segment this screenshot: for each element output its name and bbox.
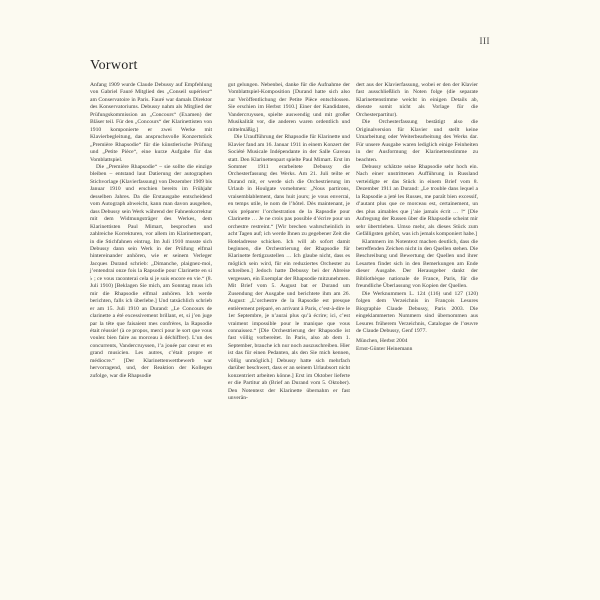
text-column-3 [356, 82, 478, 353]
text-column-2 [228, 82, 350, 402]
paragraph: Die „Première Rhapsodie“ – sie sollte die einzige bleiben – entstand laut Datierung der autographen Stichvorlage (Klavierfassung) von Dezember 1909 bis Januar 1910 und erschien bereits im Frühjahr desselben Jahres. Da die Erstausgabe entscheidend vom Autograph abweicht, kann man davon ausgehen, dass Debussy sein Werk während der Fahnenkorrektur mit dem Widmungsträger des Werkes, dem Klarinettisten Paul Mimart, besprochen und zahlreiche Korrekturen, vor allem im Klarinettenpart, in die Stichfahnen eintrug. Im Juli 1910 musste sich Debussy dann sein Werk in der Prüfung elfmal hintereinander anhören, wie er seinem Verleger Jacques Durand schrieb: „Dimanche, plaignez-moi, j’entendrai onze fois la Rapsodie pour Clarinette en si ♭ ; ce vous raconterai cela si je suis encore en vie.“ (8. Juli 1910) [Beklagen Sie mich, am Sonntag muss ich mir die Rhapsodie elfmal anhören. Ich werde berichten, falls ich überlebe.] Und tatsächlich schrieb er am 15. Juli 1910 an Durand: „Le Concours de clarinette a été excessivement brillant, et, si j’en juge par la tête que faisaient mes confrères, la Rapsodie était réussie! (à ce propos, merci pour le sort que vous voulez bien faire au morceau à déchiffrer). L’un des concurrents, Vandercruyssen, l’a jouée par cœur et en grand musicien. Les autres, c’était propre et médiocre.“ [Der Klarinettenwettbewerb war hervorragend, und, der Reaktion der Kollegen zufolge, war die Rhapsodie [90, 163, 212, 379]
paragraph: Klammern im Notentext machen deutlich, dass die betreffenden Zeichen nicht in den Quellen stehen. Die Beschreibung und Bewertung der Quellen und ihrer Lesarten findet sich in den Bemerkungen am Ende dieser Ausgabe. Der Herausgeber dankt der Bibliothèque nationale de France, Paris, für die freundliche Überlassung von Kopien der Quellen. [356, 238, 478, 290]
paragraph: Die Werknummern L. 124 (116) und 127 (120) folgen dem Verzeichnis in François Lesures Biographie Claude Debussy, Paris 2003. Die eingeklammerten Nummern sind übernommen aus Lesures früherem Verzeichnis, Catalogue de l’œuvre de Claude Debussy, Genf 1977. [356, 290, 478, 334]
paragraph: dert aus der Klavierfassung, wobei er den der Klavier fast ausschließlich in Noten folge (die separate Klarinettenstimme weicht in einigen Details ab, dienste somit nicht als Vorlage für die Orchesterpartitur). [356, 82, 478, 118]
paragraph: Debussy schätzte seine Rhapsodie sehr hoch ein. Nach einer unstrittenen Aufführung in Russland verteidigte er das Stück in einem Brief vom 8. Dezember 1911 an Durand: „Le trouble dans lequel a la Rapsodie a jeté les Russes, me paraît bien excessif, d’autant plus que ce morceau est, certainement, un des plus aimables que j’aie jamais écrit … !“ [Die Aufregung der Russen über die Rhapsodie scheint mir sehr übertrieben. Umso mehr, als dieses Stück zum Gefälligsten gehört, was ich jemals komponiert habe.] [356, 163, 478, 238]
paragraph: Die Orchesterfassung bestätigt also die Originalversion für Klavier und stellt keine Umarbeitung oder Weiterbearbeitung des Werks dar. Für unsere Ausgabe waren lediglich einige Feinheiten in der Ausformung der Klarinettenstimme zu beachten. [356, 119, 478, 163]
paragraph: Die Uraufführung der Rhapsodie für Klarinette und Klavier fand am 16. Januar 1911 in einem Konzert der Société Musicale Indépendante in der Salle Gaveau statt. Den Klarinettenpart spielte Paul Mimart. Erst im Sommer 1911 erarbeitete Debussy die Orchesterfassung des Werks. Am 21. Juli teilte er Durand mit, er werde sich die Orchestrierung im Urlaub in Houlgate vornehmen: „Nous partirons, vraisemblablement, dans huit jours; je vous enverrai, en temps utile, le nom de l’hôtel. Dès maintenant, je vais préparer l’orchestration de la Rapsodie pour Clarinette … Je ne crois pas possible d’écrire pour un orchestre restreint.“ [Wir brechen wahrscheinlich in acht Tagen auf; ich werde Ihnen zu gegebener Zeit die Hoteladresse schicken. Ich will ab sofort damit beginnen, die Orchestrierung der Rhapsodie für Klarinette fertigzustellen … Ich glaube nicht, dass es möglich sein wird, für ein reduziertes Orchester zu schreiben.] Jedoch hatte Debussy bei der Abreise vergessen, ein Exemplar der Rhapsodie mitzunehmen. Mit Brief vom 5. August bat er Durand um Zusendung der Ausgabe und berichtete ihm am 26. August: „L’orchestre de la Rapsodie est presque entièrement préparé, en arrivant à Paris, c’est-à-dire le 1er Septembre, je n’aurai plus qu’à écrire; ici, c’est vraiment impossible pour le manique que vous connaissez.“ [Die Orchestrierung der Rhapsodie ist fast völlig vorbereitet. In Paris, also ab dem 1. September, brauche ich nur noch auszuschreiben. Hier ist das für einen Pedanten, als den Sie mich kennen, völlig unmöglich.] Debussy hatte sich mehrfach darüber beschwert, dass er an seinem Urlaubsort nicht konzentriert arbeiten könne.] Erst im Oktober lieferte er die Partitur ab (Brief an Durand vom 5. Oktober). Den Notentext der Klarinette übernahm er fast unverän- [228, 134, 350, 402]
signature-block: München, Herbst 2004 Ernst-Günter Heinemann [356, 338, 413, 352]
text-column-1 [90, 82, 212, 380]
page-heading: Vorwort [90, 58, 138, 73]
paragraph: Anfang 1909 wurde Claude Debussy auf Empfehlung von Gabriel Fauré Mitglied des „Conseil supérieur“ am Conservatoire in Paris. Fauré war damals Direktor des Konservatoriums. Debussy nahm als Mitglied der Prüfungskommission an „Concours“ (Examen) der Bläser teil. Für den „Concours“ der Klarinettisten von 1910 komponierte er zwei Werke mit Klavierbegleitung, das anspruchsvolle Konzertstück „Première Rhapsodie“ für die künstlerische Prüfung und „Petite Pièce“, eine kurze Aufgabe für das Vomblattspiel. [90, 82, 212, 163]
paragraph: gut gelungen. Nebenbei, danke für die Aufnahme der Vomblattspiel-Komposition [Durand hatte sich also zur Veröffentlichung der Petite Pièce entschlossen. Sie erschien im Herbst 1910.] Einer der Kandidaten, Vandercruyssen, spielte auswendig und mit großer Musikalität vor, die anderen waren ordentlich und mittelmäßig.] [228, 82, 350, 133]
page-number: III [479, 36, 490, 46]
